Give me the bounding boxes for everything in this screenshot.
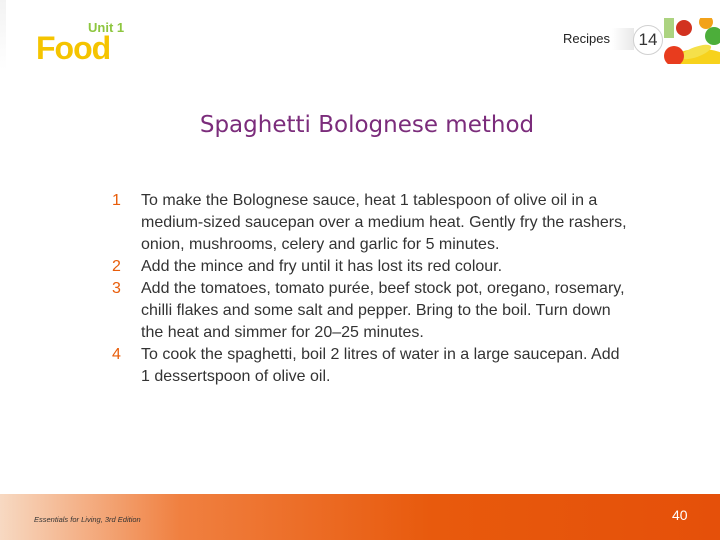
step-text: Add the tomatoes, tomato purée, beef stock pot, oregano, rosemary, chilli flakes and some salt and pepper. Bring to the boil. Turn down the heat and simmer for 20–25 minutes. bbox=[141, 280, 625, 341]
book-edition-label: Essentials for Living, 3rd Edition bbox=[34, 515, 141, 524]
header-fade-bar bbox=[612, 28, 634, 50]
list-item bbox=[112, 344, 632, 388]
step-text: Add the mince and fry until it has lost its red colour. bbox=[141, 258, 503, 275]
list-item bbox=[112, 278, 632, 344]
left-edge-strip bbox=[0, 0, 6, 70]
section-number-badge: 14 bbox=[633, 25, 663, 55]
step-number: 2 bbox=[112, 258, 121, 275]
page-title: Spaghetti Bolognese method bbox=[199, 112, 535, 138]
step-text: To cook the spaghetti, boil 2 litres of water in a large saucepan. Add 1 dessertspoon of olive oil. bbox=[141, 346, 620, 385]
step-text: To make the Bolognese sauce, heat 1 tablespoon of olive oil in a medium-sized saucepan over a medium heat. Gently fry the rashers, onion, mushrooms, celery and garlic for 5 minutes. bbox=[141, 192, 627, 253]
list-item bbox=[112, 190, 632, 256]
unit-food-logo bbox=[36, 20, 126, 66]
footer-bar bbox=[0, 494, 720, 540]
logo-text: Food bbox=[36, 30, 111, 66]
fruit-vegetable-image bbox=[660, 18, 720, 64]
step-number: 3 bbox=[112, 280, 121, 297]
page-number: 40 bbox=[672, 507, 688, 523]
list-item bbox=[112, 256, 632, 278]
step-number: 4 bbox=[112, 346, 121, 363]
section-label: Recipes bbox=[563, 31, 610, 46]
method-steps bbox=[112, 190, 632, 388]
unit-label: Unit 1 bbox=[88, 20, 125, 35]
step-number: 1 bbox=[112, 192, 121, 209]
